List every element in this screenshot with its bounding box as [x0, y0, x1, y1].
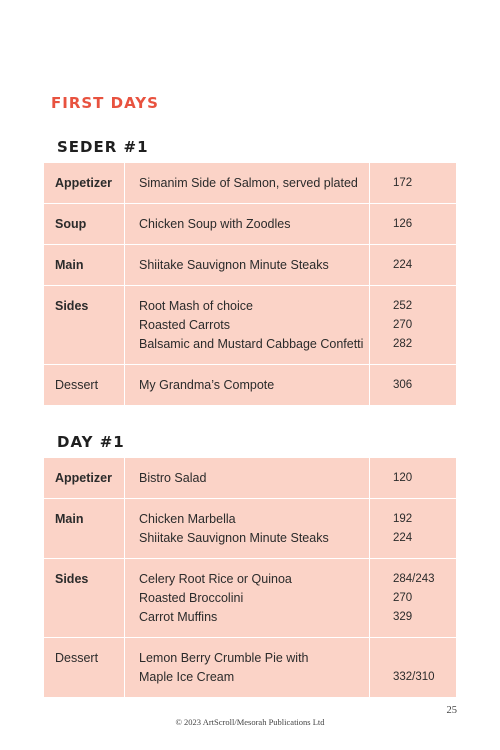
dish-name: Shiitake Sauvignon Minute Steaks — [139, 531, 329, 545]
menu-row — [44, 163, 456, 204]
course-category: Appetizer — [55, 471, 112, 485]
course-category: Soup — [55, 217, 87, 231]
page-reference: 270 — [393, 592, 413, 604]
page-reference-cell — [370, 163, 457, 204]
page-reference: 282 — [393, 338, 413, 350]
menu-row — [44, 499, 456, 559]
page-reference: 306 — [393, 379, 413, 391]
course-category-cell — [44, 245, 125, 286]
page-reference: 332/310 — [393, 671, 435, 683]
copyright-footer: © 2023 ArtScroll/Mesorah Publications Ltd — [175, 717, 325, 727]
dish-name: My Grandma’s Compote — [139, 378, 275, 392]
course-category: Sides — [55, 299, 89, 313]
menu-row — [44, 638, 456, 698]
dish-cell — [125, 204, 370, 245]
section-title: FIRST DAYS — [51, 94, 159, 112]
page-reference: 224 — [393, 532, 413, 544]
dish-name: Lemon Berry Crumble Pie with — [139, 651, 309, 665]
page-reference-cell — [370, 286, 457, 365]
course-category-cell — [44, 458, 125, 499]
page-reference: 284/243 — [393, 573, 435, 585]
course-category: Dessert — [55, 378, 99, 392]
page-reference-cell — [370, 499, 457, 559]
page-reference-cell — [370, 458, 457, 499]
dish-cell — [125, 286, 370, 365]
course-category-cell — [44, 163, 125, 204]
page-reference: 329 — [393, 611, 413, 623]
dish-cell — [125, 499, 370, 559]
course-category: Appetizer — [55, 176, 112, 190]
course-category: Main — [55, 258, 84, 272]
page-reference-cell — [370, 204, 457, 245]
dish-cell — [125, 365, 370, 406]
course-category: Main — [55, 512, 84, 526]
dish-name: Chicken Marbella — [139, 512, 236, 526]
course-category: Sides — [55, 572, 89, 586]
page-reference: 270 — [393, 319, 413, 331]
dish-cell — [125, 245, 370, 286]
dish-name: Shiitake Sauvignon Minute Steaks — [139, 258, 329, 272]
menu-heading-seder-1: SEDER #1 — [57, 138, 149, 156]
dish-cell — [125, 458, 370, 499]
page-reference-cell — [370, 638, 457, 698]
course-category-cell — [44, 638, 125, 698]
menu-heading-day-1: DAY #1 — [57, 433, 125, 451]
page-reference-cell — [370, 365, 457, 406]
menu-table-body — [44, 163, 456, 405]
page-reference: 126 — [393, 218, 413, 230]
menu-row — [44, 204, 456, 245]
course-category-cell — [44, 499, 125, 559]
page-reference: 252 — [393, 300, 413, 312]
dish-name: Simanim Side of Salmon, served plated — [139, 176, 358, 190]
page-reference-cell — [370, 559, 457, 638]
page-reference: 120 — [393, 472, 413, 484]
course-category-cell — [44, 365, 125, 406]
dish-name: Balsamic and Mustard Cabbage Confetti — [139, 337, 364, 351]
dish-name: Celery Root Rice or Quinoa — [139, 572, 292, 586]
page-reference: 192 — [393, 513, 413, 525]
course-category-cell — [44, 204, 125, 245]
dish-name: Root Mash of choice — [139, 299, 253, 313]
page-reference-cell — [370, 245, 457, 286]
dish-name: Roasted Broccolini — [139, 591, 244, 605]
page-reference — [393, 649, 456, 668]
menu-row — [44, 458, 456, 499]
course-category-cell — [44, 559, 125, 638]
dish-name: Maple Ice Cream — [139, 670, 235, 684]
menu-table-day-1 — [44, 458, 456, 697]
menu-table-body — [44, 458, 456, 697]
dish-cell — [125, 559, 370, 638]
page-number: 25 — [446, 705, 457, 716]
dish-name: Roasted Carrots — [139, 318, 231, 332]
course-category: Dessert — [55, 651, 99, 665]
menu-row — [44, 559, 456, 638]
page-reference: 172 — [393, 177, 413, 189]
menu-row — [44, 365, 456, 406]
page-reference: 224 — [393, 259, 413, 271]
menu-row — [44, 245, 456, 286]
dish-name: Chicken Soup with Zoodles — [139, 217, 291, 231]
course-category-cell — [44, 286, 125, 365]
menu-table-seder-1 — [44, 163, 456, 405]
dish-name: Bistro Salad — [139, 471, 207, 485]
dish-cell — [125, 163, 370, 204]
menu-row — [44, 286, 456, 365]
dish-cell — [125, 638, 370, 698]
dish-name: Carrot Muffins — [139, 610, 218, 624]
